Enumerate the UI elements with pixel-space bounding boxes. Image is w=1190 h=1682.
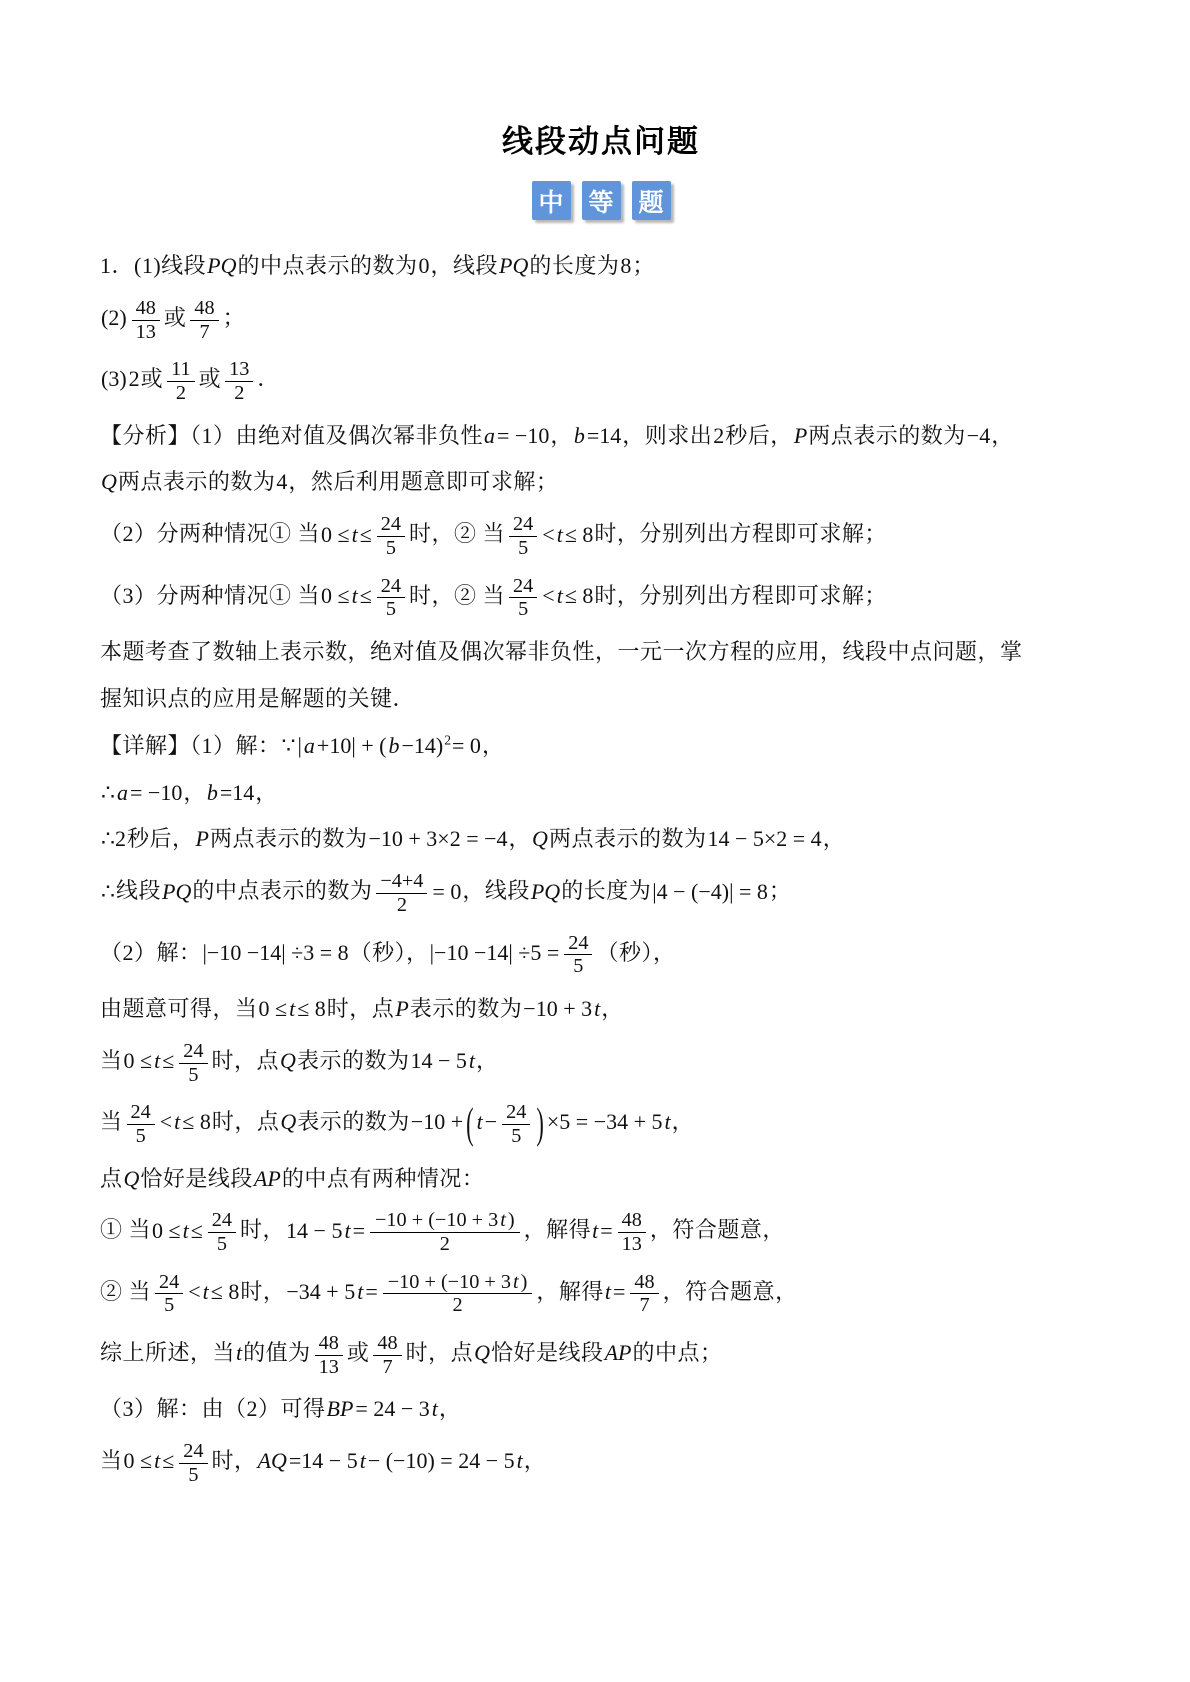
- math-number: +10| + (: [316, 732, 387, 758]
- math-variable: b: [573, 422, 585, 448]
- fraction-denominator: 5: [511, 1124, 522, 1147]
- fraction-denominator: 13: [318, 1355, 339, 1378]
- text-run: 综上所述，当: [100, 1340, 236, 1366]
- math-number: =: [613, 1278, 626, 1304]
- math-number: ×5 = −34 + 5: [546, 1109, 663, 1135]
- math-variable: t: [174, 1109, 181, 1135]
- math-variable: t: [664, 1109, 671, 1135]
- text-run: ，: [183, 779, 206, 805]
- fraction-denominator: 5: [216, 1233, 227, 1256]
- math-variable: t: [594, 996, 601, 1021]
- text-run: 时，点: [211, 1048, 280, 1074]
- math-number: ∴: [101, 779, 115, 805]
- math-variable: b: [388, 732, 400, 758]
- math-number: −10 + (−10 + 3: [375, 1209, 499, 1232]
- text-line: [100, 466, 1102, 498]
- math-number: = 0: [432, 878, 462, 904]
- difficulty-badges: [100, 181, 1102, 220]
- text-line: [100, 1098, 1102, 1148]
- math-number: 2: [128, 366, 140, 392]
- fraction-denominator: 5: [188, 1063, 199, 1086]
- math-number: −14): [401, 732, 444, 758]
- math-variable: a: [117, 779, 128, 805]
- math-number: <: [542, 521, 555, 547]
- text-run: 秒后，: [725, 422, 793, 448]
- fraction: [373, 1332, 401, 1378]
- math-variable: t: [202, 1278, 209, 1304]
- math-variable: t: [357, 1278, 364, 1304]
- text-run: 恰好是线段: [491, 1340, 604, 1366]
- fraction: [376, 870, 427, 916]
- math-number: =14 − 5: [288, 1448, 358, 1474]
- math-variable: t: [154, 1048, 161, 1074]
- math-number: =: [365, 1278, 378, 1304]
- math-variable: t: [516, 1448, 523, 1474]
- big-paren: (: [466, 1098, 474, 1148]
- text-line: [100, 1332, 1102, 1378]
- fraction-numerator: 24: [208, 1209, 236, 1233]
- math-number: =: [352, 1217, 366, 1243]
- text-run: （2）分两种情况① 当: [100, 521, 321, 547]
- text-run: 两点表示的数为: [548, 826, 707, 852]
- text-run: ，: [508, 826, 532, 852]
- math-number: −10 +: [410, 1109, 464, 1135]
- math-variable: PQ: [530, 878, 561, 904]
- fraction-denominator: 5: [518, 536, 529, 559]
- math-variable: P: [195, 826, 209, 852]
- text-line: [100, 730, 1102, 762]
- text-run: 时，: [211, 1448, 257, 1474]
- fraction: [167, 358, 194, 404]
- math-variable: BP: [326, 1396, 354, 1422]
- text-run: ，解得: [523, 1217, 592, 1243]
- math-number: = −10: [130, 779, 183, 805]
- math-number: <: [188, 1278, 201, 1304]
- badge-medium-2: 等: [582, 181, 621, 220]
- fraction-denominator: 5: [385, 536, 396, 559]
- math-number: |−10 −14| ÷3 = 8: [202, 939, 349, 965]
- text-run: ，: [550, 422, 573, 448]
- math-number: (3): [101, 366, 127, 392]
- text-run: （3）分两种情况① 当: [100, 582, 321, 608]
- math-variable: Q: [123, 1165, 140, 1191]
- fraction: [377, 513, 405, 559]
- math-variable: b: [206, 779, 218, 805]
- math-number: ): [507, 1209, 515, 1232]
- math-variable: a: [484, 422, 496, 448]
- math-variable: AP: [253, 1165, 281, 1191]
- text-run: 本题考查了数轴上表示数，绝对值及偶次幂非负性，一元一次方程的应用，线段中点问题，掌: [100, 638, 1023, 664]
- text-run: ，: [255, 779, 278, 805]
- math-number: ≤ 8: [182, 1109, 211, 1135]
- math-number: ≤ 8: [564, 521, 594, 547]
- fraction-numerator: 48: [315, 1332, 343, 1356]
- text-run: 时，② 当: [409, 521, 506, 547]
- text-run: 恰好是线段: [140, 1165, 253, 1191]
- fraction-denominator: 2: [452, 1294, 463, 1317]
- text-run: 当: [100, 1448, 123, 1474]
- text-run: ，: [523, 1448, 547, 1474]
- math-variable: AP: [604, 1340, 632, 1366]
- math-variable: PQ: [207, 253, 237, 278]
- fraction: [509, 513, 537, 559]
- fraction: [225, 358, 253, 404]
- text-run: 点: [100, 1165, 123, 1191]
- math-number: <: [159, 1109, 173, 1135]
- text-line: [100, 1209, 1102, 1255]
- fraction-denominator: 7: [199, 320, 210, 343]
- math-number: 4: [276, 469, 288, 495]
- math-number: −: [484, 1109, 498, 1135]
- math-number: ≤: [162, 1448, 175, 1474]
- math-number: ≤ 8: [210, 1278, 240, 1304]
- text-line: [100, 420, 1102, 452]
- text-run: 的中点有两种情况：: [281, 1165, 485, 1191]
- math-variable: t: [556, 582, 563, 608]
- fraction-denominator: 5: [518, 598, 529, 621]
- text-line: [100, 1040, 1102, 1086]
- superscript: 2: [444, 732, 452, 748]
- text-run: 表示的数为: [296, 1048, 410, 1074]
- text-run: 时，: [240, 1217, 286, 1243]
- math-number: = 0: [452, 732, 481, 758]
- fraction-denominator: 2: [396, 894, 407, 917]
- text-run: ，: [601, 996, 624, 1021]
- text-run: ，: [671, 1109, 695, 1135]
- fraction-numerator: 48: [618, 1209, 646, 1233]
- text-run: 的长度为: [529, 253, 620, 278]
- math-variable: t: [431, 1396, 438, 1422]
- text-run: 线段: [116, 878, 162, 904]
- text-run: 的中点表示的数为: [192, 878, 373, 904]
- fraction-denominator: 5: [188, 1463, 199, 1486]
- big-paren: ): [536, 1098, 544, 1148]
- text-run: ．: [257, 366, 280, 392]
- math-number: 0 ≤: [123, 1448, 153, 1474]
- fraction-numerator: 24: [502, 1101, 530, 1125]
- text-line: [100, 1271, 1102, 1317]
- fraction-numerator: 24: [127, 1101, 155, 1125]
- text-run: 时，: [240, 1278, 286, 1304]
- fraction: [132, 297, 160, 343]
- badge-medium-3: 题: [632, 181, 671, 220]
- math-variable: t: [604, 1278, 611, 1304]
- text-run: 的长度为: [561, 878, 652, 904]
- fraction: [370, 1209, 520, 1255]
- fraction-denominator: 5: [385, 598, 396, 621]
- text-run: 或: [140, 366, 164, 392]
- text-run: ，: [476, 1048, 499, 1074]
- fraction: [564, 932, 592, 978]
- text-line: [100, 636, 1102, 668]
- fraction: [315, 1332, 343, 1378]
- math-number: <: [542, 582, 555, 608]
- fraction-denominator: 5: [135, 1124, 146, 1147]
- text-run: 握知识点的应用是解题的关键．: [100, 685, 416, 711]
- math-variable: P: [395, 996, 409, 1021]
- text-run: 时，点: [211, 1109, 280, 1135]
- math-variable: t: [476, 1109, 483, 1135]
- fraction: [179, 1440, 207, 1486]
- fraction-denominator: 13: [621, 1233, 642, 1256]
- fraction: [155, 1271, 183, 1317]
- fraction-numerator: 24: [179, 1040, 207, 1064]
- math-number: |4 − (−4)| = 8: [652, 878, 768, 904]
- math-variable: t: [359, 1448, 366, 1474]
- fraction-numerator: 48: [190, 297, 218, 321]
- fraction-numerator: 24: [509, 575, 537, 599]
- math-number: =14: [586, 422, 622, 448]
- text-run: （秒），: [349, 939, 429, 965]
- fraction-denominator: 2: [234, 381, 245, 404]
- text-run: （2）解：: [100, 939, 202, 965]
- text-run: ，线段: [430, 253, 499, 278]
- text-run: ，符合题意，: [662, 1278, 798, 1304]
- text-line: [100, 575, 1102, 621]
- fraction-numerator: 48: [373, 1332, 401, 1356]
- text-run: 两点表示的数为: [808, 422, 966, 448]
- text-run: 时，② 当: [409, 582, 506, 608]
- fraction: [179, 1040, 207, 1086]
- text-run: 的中点表示的数为: [237, 253, 418, 278]
- math-number: =: [600, 1217, 613, 1243]
- text-run: ；: [768, 878, 792, 904]
- math-variable: t: [468, 1048, 475, 1074]
- fraction-numerator: 24: [509, 513, 537, 537]
- fraction-denominator: 2: [439, 1233, 450, 1256]
- text-run: （3）解：由（2）可得: [100, 1396, 326, 1422]
- math-number: ≤: [359, 521, 372, 547]
- text-run: 表示的数为: [297, 1109, 410, 1135]
- text-run: 或: [198, 366, 222, 392]
- text-run: 【分析】（1）由绝对值及偶次幂非负性: [100, 422, 484, 448]
- text-run: ，线段: [462, 878, 530, 904]
- math-number: 8: [620, 253, 632, 278]
- text-line: [100, 932, 1102, 978]
- page-title: 线段动点问题: [502, 124, 700, 159]
- fraction: [618, 1209, 646, 1255]
- fraction-numerator: 24: [179, 1440, 207, 1464]
- text-run: ，: [822, 826, 846, 852]
- fraction: [190, 297, 218, 343]
- math-number: ): [520, 1270, 528, 1293]
- math-number: −10 + (−10 + 3: [387, 1270, 511, 1293]
- math-number: ∵: [281, 732, 296, 758]
- text-line: [100, 1393, 1102, 1425]
- fraction: [208, 1209, 236, 1255]
- fraction-denominator: 13: [135, 320, 156, 343]
- text-line: [100, 823, 1102, 855]
- text-run: ，则求出: [622, 422, 713, 448]
- document-body: [100, 250, 1102, 1487]
- math-number: −10 + 3×2 = −4: [368, 826, 508, 852]
- math-number: ≤ 8: [297, 996, 326, 1021]
- math-number: 14 − 5: [410, 1048, 467, 1074]
- math-number: ∴2: [101, 826, 126, 852]
- text-line: [100, 683, 1102, 715]
- math-variable: PQ: [162, 878, 192, 904]
- fraction-denominator: 7: [639, 1294, 650, 1317]
- fraction: [509, 575, 537, 621]
- math-variable: a: [303, 732, 315, 758]
- math-variable: P: [793, 422, 808, 448]
- text-line: [100, 297, 1102, 343]
- text-line: [100, 870, 1102, 916]
- math-number: ≤ 8: [564, 582, 594, 608]
- fraction-denominator: 5: [164, 1294, 175, 1317]
- math-number: 2: [713, 422, 725, 448]
- math-number: 0 ≤: [258, 996, 288, 1021]
- fraction: [377, 575, 405, 621]
- fraction-numerator: 24: [377, 575, 405, 599]
- math-variable: t: [351, 582, 358, 608]
- math-variable: t: [236, 1340, 243, 1366]
- text-run: 时，分别列出方程即可求解；: [594, 521, 887, 547]
- math-number: 0 ≤: [321, 582, 350, 608]
- math-variable: PQ: [499, 253, 529, 278]
- math-variable: t: [289, 996, 296, 1021]
- text-run: ，然后利用题意即可求解；: [288, 469, 559, 495]
- math-number: ∴: [101, 878, 115, 904]
- fraction-numerator: 24: [377, 513, 405, 537]
- text-line: [100, 358, 1102, 404]
- fraction-denominator: 2: [175, 381, 186, 404]
- fraction-numerator: 24: [564, 932, 592, 956]
- fraction-numerator: 11: [167, 358, 194, 382]
- math-number: 0 ≤: [152, 1217, 181, 1243]
- math-variable: t: [182, 1217, 189, 1243]
- text-run: 或: [346, 1340, 370, 1366]
- text-run: ② 当: [100, 1278, 152, 1304]
- badge-medium-1: 中: [532, 181, 571, 220]
- math-variable: Q: [101, 469, 117, 495]
- math-number: ≤: [190, 1217, 203, 1243]
- math-variable: t: [154, 1448, 161, 1474]
- math-variable: t: [500, 1209, 506, 1232]
- text-run: ；: [222, 305, 246, 331]
- math-number: = 24 − 3: [355, 1396, 430, 1422]
- fraction-numerator: 24: [155, 1271, 183, 1295]
- text-line: [100, 250, 1102, 282]
- math-number: 0 ≤: [123, 1048, 153, 1074]
- text-run: 表示的数为: [409, 996, 523, 1021]
- math-number: −4: [966, 422, 991, 448]
- text-line: [100, 993, 1102, 1025]
- fraction-numerator: 13: [225, 358, 253, 382]
- text-run: ，解得: [536, 1278, 604, 1304]
- text-run: 两点表示的数为: [117, 469, 276, 495]
- math-number: =14: [219, 779, 255, 805]
- math-number: −10 + 3: [523, 996, 593, 1021]
- math-variable: AQ: [257, 1448, 287, 1474]
- math-variable: Q: [280, 1048, 296, 1074]
- math-number: |−10 −14| ÷5 =: [429, 939, 560, 965]
- math-number: 14 − 5×2 = 4: [707, 826, 822, 852]
- text-run: 【详解】（1）解：: [100, 732, 281, 758]
- text-run: 的值为: [243, 1340, 311, 1366]
- text-run: ；: [632, 253, 655, 278]
- math-number: 0: [418, 253, 430, 278]
- text-run: 当: [100, 1048, 123, 1074]
- math-number: 0 ≤: [321, 521, 350, 547]
- text-run: 时，分别列出方程即可求解；: [594, 582, 887, 608]
- text-run: 秒后，: [127, 826, 195, 852]
- fraction-numerator: [383, 1271, 533, 1295]
- text-line: [100, 777, 1102, 809]
- math-variable: t: [592, 1217, 599, 1243]
- text-run: ，符合题意，: [649, 1217, 785, 1243]
- math-number: 14 − 5: [286, 1217, 343, 1243]
- text-run: （秒），: [596, 939, 676, 965]
- math-variable: Q: [474, 1340, 491, 1366]
- fraction-numerator: [370, 1209, 520, 1233]
- math-variable: Q: [280, 1109, 297, 1135]
- math-variable: t: [512, 1270, 519, 1293]
- math-variable: t: [344, 1217, 351, 1243]
- math-number: |: [297, 732, 302, 758]
- text-run: ，: [481, 732, 505, 758]
- fraction-numerator: 48: [630, 1271, 658, 1295]
- text-run: 当: [100, 1109, 123, 1135]
- text-run: 的中点；: [632, 1340, 723, 1366]
- fraction-denominator: 7: [382, 1355, 393, 1378]
- text-run: ，: [438, 1396, 462, 1422]
- text-run: 由题意可得，当: [100, 996, 258, 1021]
- text-line: [100, 1440, 1102, 1486]
- math-number: ≤: [162, 1048, 175, 1074]
- fraction: [127, 1101, 155, 1147]
- math-variable: Q: [532, 826, 548, 852]
- text-line: [100, 513, 1102, 559]
- math-number: = −10: [497, 422, 550, 448]
- fraction: [630, 1271, 658, 1317]
- fraction-denominator: 5: [573, 955, 584, 978]
- text-run: 时，点: [326, 996, 395, 1021]
- fraction: [502, 1101, 530, 1147]
- fraction: [383, 1271, 533, 1317]
- text-run: ，: [991, 422, 1014, 448]
- text-run: ① 当: [100, 1217, 152, 1243]
- math-number: −34 + 5: [286, 1278, 356, 1304]
- math-variable: t: [351, 521, 358, 547]
- fraction-numerator: 48: [132, 297, 160, 321]
- text-run: 或: [163, 305, 187, 331]
- text-run: 时，点: [405, 1340, 474, 1366]
- math-number: − (−10) = 24 − 5: [367, 1448, 515, 1474]
- text-run: 1．(1)线段: [100, 253, 207, 278]
- text-line: [100, 1163, 1102, 1195]
- math-variable: t: [556, 521, 563, 547]
- math-number: (2): [101, 305, 127, 331]
- math-number: ≤: [359, 582, 372, 608]
- fraction-numerator: −4+4: [376, 870, 427, 894]
- text-run: 两点表示的数为: [209, 826, 368, 852]
